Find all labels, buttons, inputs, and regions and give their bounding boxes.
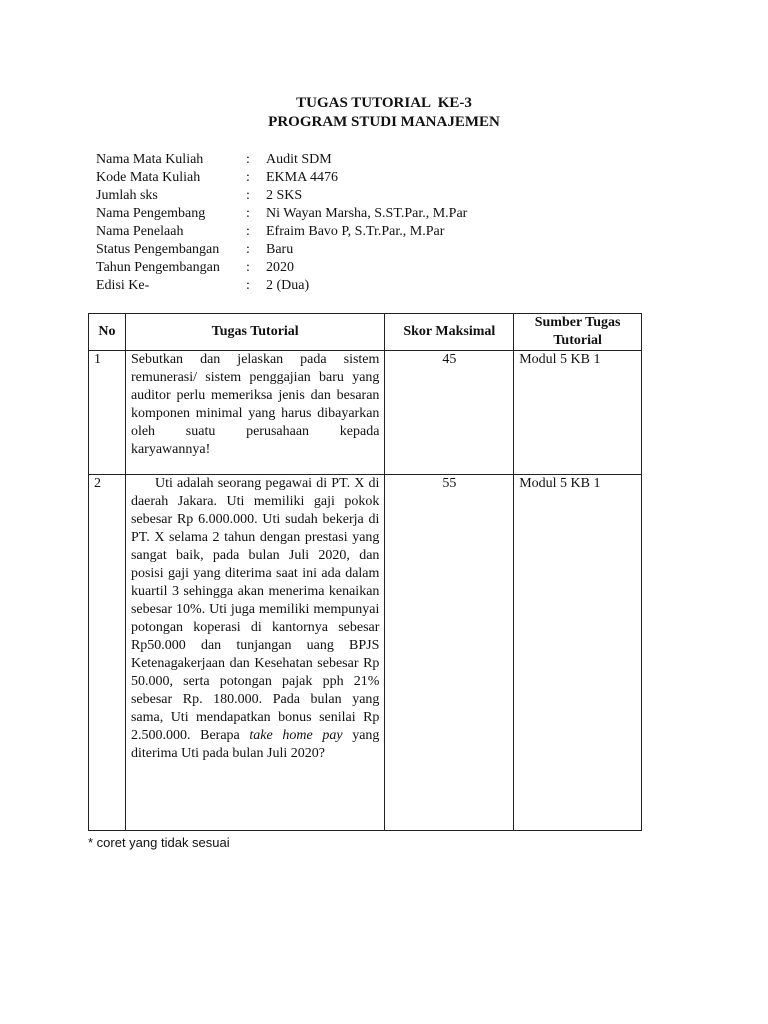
row-number: 1 [89, 351, 126, 475]
max-score: 55 [385, 475, 514, 831]
info-label: Kode Mata Kuliah [96, 170, 201, 185]
info-value: 2 SKS [266, 188, 303, 203]
table-header-row [89, 314, 642, 351]
info-row-development-year [96, 259, 467, 277]
task-text: Sebutkan dan jelaskan pada sistem remunerasi/ sistem penggajian baru yang auditor perlu memeriksa jenis dan besaran komponen minimal yang harus dibayarkan oleh suatu perusahaan kepada karyawannya! [125, 351, 384, 475]
info-colon: : [246, 206, 250, 221]
header-source: Sumber Tugas Tutorial [514, 314, 642, 351]
course-info [96, 151, 467, 295]
header-no: No [89, 314, 126, 351]
info-colon: : [246, 242, 250, 257]
info-label: Nama Pengembang [96, 206, 206, 221]
table-row [89, 475, 642, 831]
info-value: Ni Wayan Marsha, S.ST.Par., M.Par [266, 206, 468, 221]
info-row-course-name [96, 151, 467, 169]
info-value: Audit SDM [266, 152, 332, 167]
table-row [89, 351, 642, 475]
task-text-part-2: yang diterima Uti pada bulan Juli 2020? [130, 728, 380, 761]
info-value: Baru [266, 242, 294, 257]
info-value: EKMA 4476 [266, 170, 338, 185]
info-colon: : [246, 170, 250, 185]
task-paragraph [131, 475, 379, 763]
info-row-development-status [96, 241, 467, 259]
tutorial-task-table [88, 313, 642, 831]
info-value: Efraim Bavo P, S.Tr.Par., M.Par [266, 224, 445, 239]
info-colon: : [246, 188, 250, 203]
info-label: Jumlah sks [96, 188, 158, 203]
task-source: Modul 5 KB 1 [514, 351, 642, 475]
info-colon: : [246, 278, 250, 293]
info-label: Nama Penelaah [96, 224, 184, 239]
info-colon: : [246, 224, 250, 239]
info-colon: : [246, 152, 250, 167]
info-label: Status Pengembangan [96, 242, 220, 257]
task-text-italic-term: take home pay [249, 728, 343, 743]
info-row-course-code [96, 169, 467, 187]
info-row-developer [96, 205, 467, 223]
info-row-edition [96, 277, 467, 295]
row-number: 2 [89, 475, 126, 831]
title-line-1: TUGAS TUTORIAL KE-3 [296, 95, 472, 111]
header-max-score: Skor Maksimal [385, 314, 514, 351]
info-value: 2020 [266, 260, 294, 275]
task-source: Modul 5 KB 1 [514, 475, 642, 831]
info-colon: : [246, 260, 250, 275]
header-task: Tugas Tutorial [125, 314, 384, 351]
info-row-credits [96, 187, 467, 205]
document-title [0, 94, 768, 132]
title-line-2: PROGRAM STUDI MANAJEMEN [268, 114, 500, 130]
info-value: 2 (Dua) [266, 278, 310, 293]
info-label: Nama Mata Kuliah [96, 152, 204, 167]
task-text-part-1: Uti adalah seorang pegawai di PT. X di daerah Jakara. Uti memiliki gaji pokok sebesar Rp 6.000.000. Uti sudah bekerja di PT. X selama 2 tahun dengan prestasi yang sangat baik, pada bulan Juli 2020, dan posisi gaji yang diterima saat ini ada dalam kuartil 3 sehingga akan menerima kenaikan sebesar 10%. Uti juga memiliki mempunyai potongan koperasi di kantornya sebesar Rp50.000 dan tunjangan uang BPJS Ketenagakerjaan dan Kesehatan sebesar Rp 50.000, serta potongan pajak pph 21% sebesar Rp. 180.000. Pada bulan yang sama, Uti mendapatkan bonus senilai Rp 2.500.000. Berapa [130, 476, 380, 743]
max-score: 45 [385, 351, 514, 475]
info-label: Edisi Ke- [96, 278, 150, 293]
info-label: Tahun Pengembangan [96, 260, 220, 275]
task-text [125, 475, 384, 831]
footnote: * coret yang tidak sesuai [88, 835, 230, 850]
info-row-reviewer [96, 223, 467, 241]
